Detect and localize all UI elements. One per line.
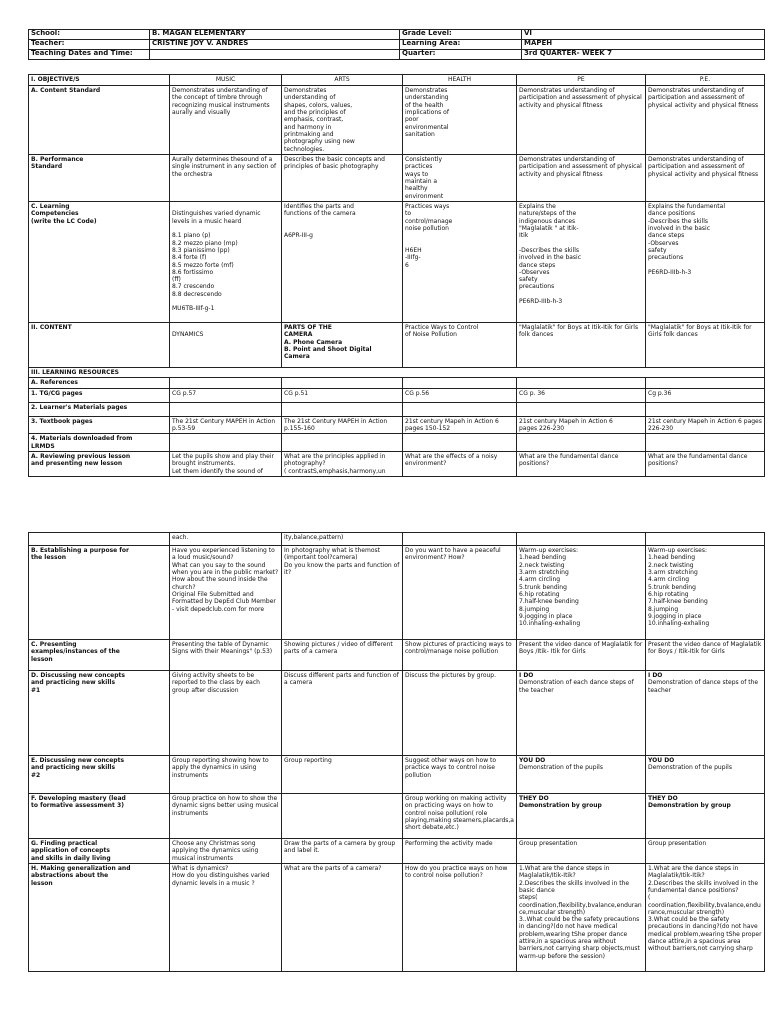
empty-cell — [403, 378, 517, 388]
cell-review-pe-2: What are the fundamental dance positions? — [646, 451, 765, 476]
row-label-lrmds: 4. Materials downloaded from LRMDS — [29, 434, 170, 452]
cell-textbook-health: 21st century Mapeh in Action 6 pages 150-152 — [403, 416, 517, 434]
row-label-presenting: C. Presenting examples/instances of the lesson — [29, 640, 170, 671]
cell-cont-arts: ity,balance,pattern) — [282, 533, 403, 546]
cell-general-pe: 1.What are the dance steps in Maglalatik/Itik-Itik? 2.Describes the skills involved in the basic dance steps( coordination,flexibility,bvalance,endurance,muscular strength) 3..What could be the safety precautions in dancing?(do not have medical problem,wearing tShe proper dance attire,in a spacious area without barriers,not carrying sharp objects,must warm-up before the session) — [517, 863, 646, 971]
row-label-application: G. Finding practical application of concepts and skills in daily living — [29, 839, 170, 864]
cell-tg-arts: CG p.51 — [282, 388, 403, 402]
cell-lrmds-pe-2 — [646, 434, 765, 452]
grade-value: VI — [522, 30, 765, 40]
header-table — [28, 29, 765, 60]
cell-purpose-music: Have you experienced listening to a loud music/sound? What can you say to the sound when you are in the public market? How about the sound inside the church? Original File Submitted and Formatted by DepEd Club Member - visit depedclub.com for more — [170, 546, 282, 640]
cell-discuss1-pe-2: I DO Demonstration of dance steps of the teacher — [646, 671, 765, 756]
cell-lrmds-health — [403, 434, 517, 452]
cell-discuss2-arts: Group reporting — [282, 756, 403, 794]
cell-review-music: Let the pupils show and play their brought instruments. Let them identify the sound of — [170, 451, 282, 476]
school-label: School: — [29, 30, 150, 40]
col-header-pe-2: P.E. — [646, 75, 765, 86]
teacher-value: CRISTINE JOY V. ANDRES — [150, 40, 400, 50]
cell-application-pe-2: Group presentation — [646, 839, 765, 864]
row-label-mastery: F. Developing mastery (lead to formative assessment 3) — [29, 794, 170, 839]
role-marker: I DO — [519, 672, 534, 679]
cell-presenting-music: Presenting the table of Dynamic Signs with their Meanings" (p.53) — [170, 640, 282, 671]
row-label-purpose: B. Establishing a purpose for the lesson — [29, 546, 170, 640]
cell-purpose-pe-2: Warm-up exercises: 1.head bending 2.neck twisting 3.arm stretching 4.arm circling 5.trunk bending 6.hip rotating 7.half-knee bending 8.jumping 9.jogging in place 10.inhaling-exhaling — [646, 546, 765, 640]
role-marker: I DO — [648, 672, 663, 679]
cell-presenting-health: Show pictures of practicing ways to control/manage noise pollution — [403, 640, 517, 671]
page2-table — [28, 532, 765, 972]
cell-lrmds-music — [170, 434, 282, 452]
role-marker: YOU DO — [519, 757, 546, 764]
row-label-tg-cg: 1. TG/CG pages — [29, 388, 170, 402]
row-label-performance-standard: B. Performance Standard — [29, 155, 170, 202]
cell-review-arts: What are the principles applied in photography? ( contrastS,emphasis,harmony,un — [282, 451, 403, 476]
resources-heading: III. LEARNING RESOURCES — [29, 368, 765, 378]
cell-lrmds-arts — [282, 434, 403, 452]
row-label-reviewing: A. Reviewing previous lesson and presenting new lesson — [29, 451, 170, 476]
cell-general-music: What is dynamics? How do you distinguishes varied dynamic levels in a music ? — [170, 863, 282, 971]
col-header-arts: ARTS — [282, 75, 403, 86]
cell-competency-health: Practices ways to control/manage noise pollution H6EH -IIIfg- 6 — [403, 202, 517, 323]
cell-general-health: How do you practice ways on how to control noise pollution? — [403, 863, 517, 971]
cell-application-pe: Group presentation — [517, 839, 646, 864]
area-label: Learning Area: — [400, 40, 522, 50]
cell-discuss2-pe-2: YOU DO Demonstration of the pupils — [646, 756, 765, 794]
cell-discuss1-health: Discuss the pictures by group. — [403, 671, 517, 756]
cell-content-pe: Demonstrates understanding of participation and assessment of physical activity and physical fitness — [517, 86, 646, 155]
cell-mastery-pe: THEY DO Demonstration by group — [517, 794, 646, 839]
cell-textbook-pe: 21st century Mapeh in Action 6 pages 226-230 — [517, 416, 646, 434]
cell-lesson-arts: PARTS OF THE CAMERA A. Phone Camera B. Point and Shoot Digital Camera — [282, 323, 403, 368]
page1-table — [28, 74, 765, 477]
cell-application-arts: Draw the parts of a camera by group and label it. — [282, 839, 403, 864]
role-marker: YOU DO — [648, 757, 675, 764]
cell-application-music: Choose any Christmas song applying the dynamics using musical instruments — [170, 839, 282, 864]
teacher-label: Teacher: — [29, 40, 150, 50]
cell-content-music: Demonstrates understanding of the concept of timbre through recognizing musical instruments aurally and visually — [170, 86, 282, 155]
cell-mastery-arts — [282, 794, 403, 839]
empty-cell — [170, 378, 282, 388]
cell-lesson-health: Practice Ways to Control of Noise Pollution — [403, 323, 517, 368]
objectives-heading: I. OBJECTIVE/S — [29, 75, 170, 86]
row-label-content-standard: A. Content Standard — [29, 86, 170, 155]
col-header-health: HEALTH — [403, 75, 517, 86]
cell-purpose-arts: In photography what is themost (important tool?camera) Do you know the parts and function of it? — [282, 546, 403, 640]
cell-discuss1-pe: I DO Demonstration of each dance steps of the teacher — [517, 671, 646, 756]
cell-content-health: Demonstrates understanding of the health implications of poor environmental sanitation — [403, 86, 517, 155]
cell-presenting-arts: Showing pictures / video of different parts of a camera — [282, 640, 403, 671]
row-label-generalization: H. Making generalization and abstractions about the lesson — [29, 863, 170, 971]
cell-mastery-health: Group working on making activity on practicing ways on how to control noise pollution( role playing,making steamers,placards,a short debate,etc.) — [403, 794, 517, 839]
cell-textbook-arts: The 21st Century MAPEH in Action p.155-160 — [282, 416, 403, 434]
cell-competency-arts: Identifies the parts and functions of the camera A6PR-III-g — [282, 202, 403, 323]
cell-cont-health — [403, 533, 517, 546]
grade-label: Grade Level: — [400, 30, 522, 40]
cell-discuss2-pe: YOU DO Demonstration of the pupils — [517, 756, 646, 794]
cell-discuss2-health: Suggest other ways on how to practice ways to control noise pollution — [403, 756, 517, 794]
cell-performance-health: Consistently practices ways to maintain a healthy environment — [403, 155, 517, 202]
cell-general-arts: What are the parts of a camera? — [282, 863, 403, 971]
cell-lrmds-pe — [517, 434, 646, 452]
school-value: B. MAGAN ELEMENTARY — [150, 30, 400, 40]
cell-textbook-music: The 21st Century MAPEH in Action p.53-59 — [170, 416, 282, 434]
cell-discuss2-music: Group reporting showing how to apply the dynamics in using instruments — [170, 756, 282, 794]
cell-performance-pe: Demonstrates understanding of participation and assessment of physical activity and physical fitness — [517, 155, 646, 202]
cell-review-pe: What are the fundamental dance positions? — [517, 451, 646, 476]
cell-mastery-pe-2: THEY DO Demonstration by group — [646, 794, 765, 839]
cell-cont-music: each. — [170, 533, 282, 546]
cell-purpose-health: Do you want to have a peaceful environment? How? — [403, 546, 517, 640]
cell-tg-music: CG p.57 — [170, 388, 282, 402]
cell-presenting-pe: Present the video dance of Maglalatik for Boys /Itik- Itik for Girls — [517, 640, 646, 671]
cell-discuss1-arts: Discuss different parts and function of a camera — [282, 671, 403, 756]
cell-discuss1-music: Giving activity sheets to be reported to the class by each group after discussion — [170, 671, 282, 756]
cell-tg-pe: CG p. 36 — [517, 388, 646, 402]
cell-purpose-pe: Warm-up exercises: 1.head bending 2.neck twisting 3.arm stretching 4.arm circling 5.trunk bending 6.hip rotating 7.half-knee bending 8.jumping 9.jogging in place 10.inhaling-exhaling — [517, 546, 646, 640]
cell-lm-health — [403, 402, 517, 416]
cell-review-health: What are the effects of a noisy environment? — [403, 451, 517, 476]
row-label-competencies: C. Learning Competencies (write the LC Code) — [29, 202, 170, 323]
dates-label: Teaching Dates and Time: — [29, 50, 150, 60]
cell-mastery-music: Group practice on how to show the dynamic signs better using musical instruments — [170, 794, 282, 839]
dates-value — [150, 50, 400, 60]
cell-lm-arts — [282, 402, 403, 416]
quarter-label: Quarter: — [400, 50, 522, 60]
row-label-discussing-2: E. Discussing new concepts and practicing new skills #2 — [29, 756, 170, 794]
references-heading: A. References — [29, 378, 170, 388]
cell-tg-pe-2: Cg p.36 — [646, 388, 765, 402]
cell-lesson-pe-2: "Maglalatik" for Boys at Itik-Itik for Girls folk dances — [646, 323, 765, 368]
cell-cont-pe-2 — [646, 533, 765, 546]
cell-application-health: Performing the activity made — [403, 839, 517, 864]
cell-competency-music: Distinguishes varied dynamic levels in a music heard 8.1 piano (p) 8.2 mezzo piano (mp) 8.3 pianissimo (pp) 8.4 forte (f) 8.5 mezzo forte (mf) 8.6 fortissimo (ff) 8.7 crescendo 8.8 decrescendo MU6TB-IIIf-g-1 — [170, 202, 282, 323]
cell-lesson-music: DYNAMICS — [170, 323, 282, 368]
cell-general-pe-2: 1.What are the dance steps in Maglalatik/Itik-Itik? 2.Describes the skills involved in the fundamental dance positions? ( coordination,flexibility,bvalance,endurance,muscular strength) 3.What could be the safety precautions in dancing?(do not have medical problem,wearing tShe proper dance attire,in a spacious area without barriers,not carrying sharp — [646, 863, 765, 971]
cell-textbook-pe-2: 21st century Mapeh in Action 6 pages 226-230 — [646, 416, 765, 434]
cell-competency-pe: Explains the nature/steps of the indigenous dances "Maglalatik " at Itik- Itik -Describes the skills involved in the basic dance steps -Observes safety precautions PE6RD-IIIb-h-3 — [517, 202, 646, 323]
cell-performance-arts: Describes the basic concepts and principles of basic photography — [282, 155, 403, 202]
cell-content-pe-2: Demonstrates understanding of participation and assessment of physical activity and physical fitness — [646, 86, 765, 155]
empty-cell — [646, 378, 765, 388]
cell-tg-health: CG p.56 — [403, 388, 517, 402]
cell-lm-music — [170, 402, 282, 416]
row-label-textbook: 3. Textbook pages — [29, 416, 170, 434]
col-header-pe: PE — [517, 75, 646, 86]
quarter-value: 3rd QUARTER- WEEK 7 — [522, 50, 765, 60]
cell-performance-music: Aurally determines thesound of a single instrument in any section of the orchestra — [170, 155, 282, 202]
cell-presenting-pe-2: Present the video dance of Maglalatik for Boys / Itik-Itik for Girls — [646, 640, 765, 671]
col-header-music: MUSIC — [170, 75, 282, 86]
cell-competency-pe-2: Explains the fundamental dance positions -Describes the skills involved in the basic dance steps -Observes safety precautions PE6RD-IIIb-h-3 — [646, 202, 765, 323]
cell-performance-pe-2: Demonstrates understanding of participation and assessment of physical activity and physical fitness — [646, 155, 765, 202]
cell-content-arts: Demonstrates understanding of shapes, colors, values, and the principles of emphasis, contrast, and harmony in printmaking and photography using new technologies. — [282, 86, 403, 155]
area-value: MAPEH — [522, 40, 765, 50]
cell-lm-pe-2 — [646, 402, 765, 416]
row-label-discussing-1: D. Discussing new concepts and practicing new skills #1 — [29, 671, 170, 756]
empty-cell — [517, 378, 646, 388]
continued-label — [29, 533, 170, 546]
cell-cont-pe — [517, 533, 646, 546]
cell-lm-pe — [517, 402, 646, 416]
row-label-learners-materials: 2. Learner's Materials pages — [29, 402, 170, 416]
cell-lesson-pe: "Maglalatik" for Boys at Itik-Itik for Girls folk dances — [517, 323, 646, 368]
empty-cell — [282, 378, 403, 388]
row-label-content: II. CONTENT — [29, 323, 170, 368]
